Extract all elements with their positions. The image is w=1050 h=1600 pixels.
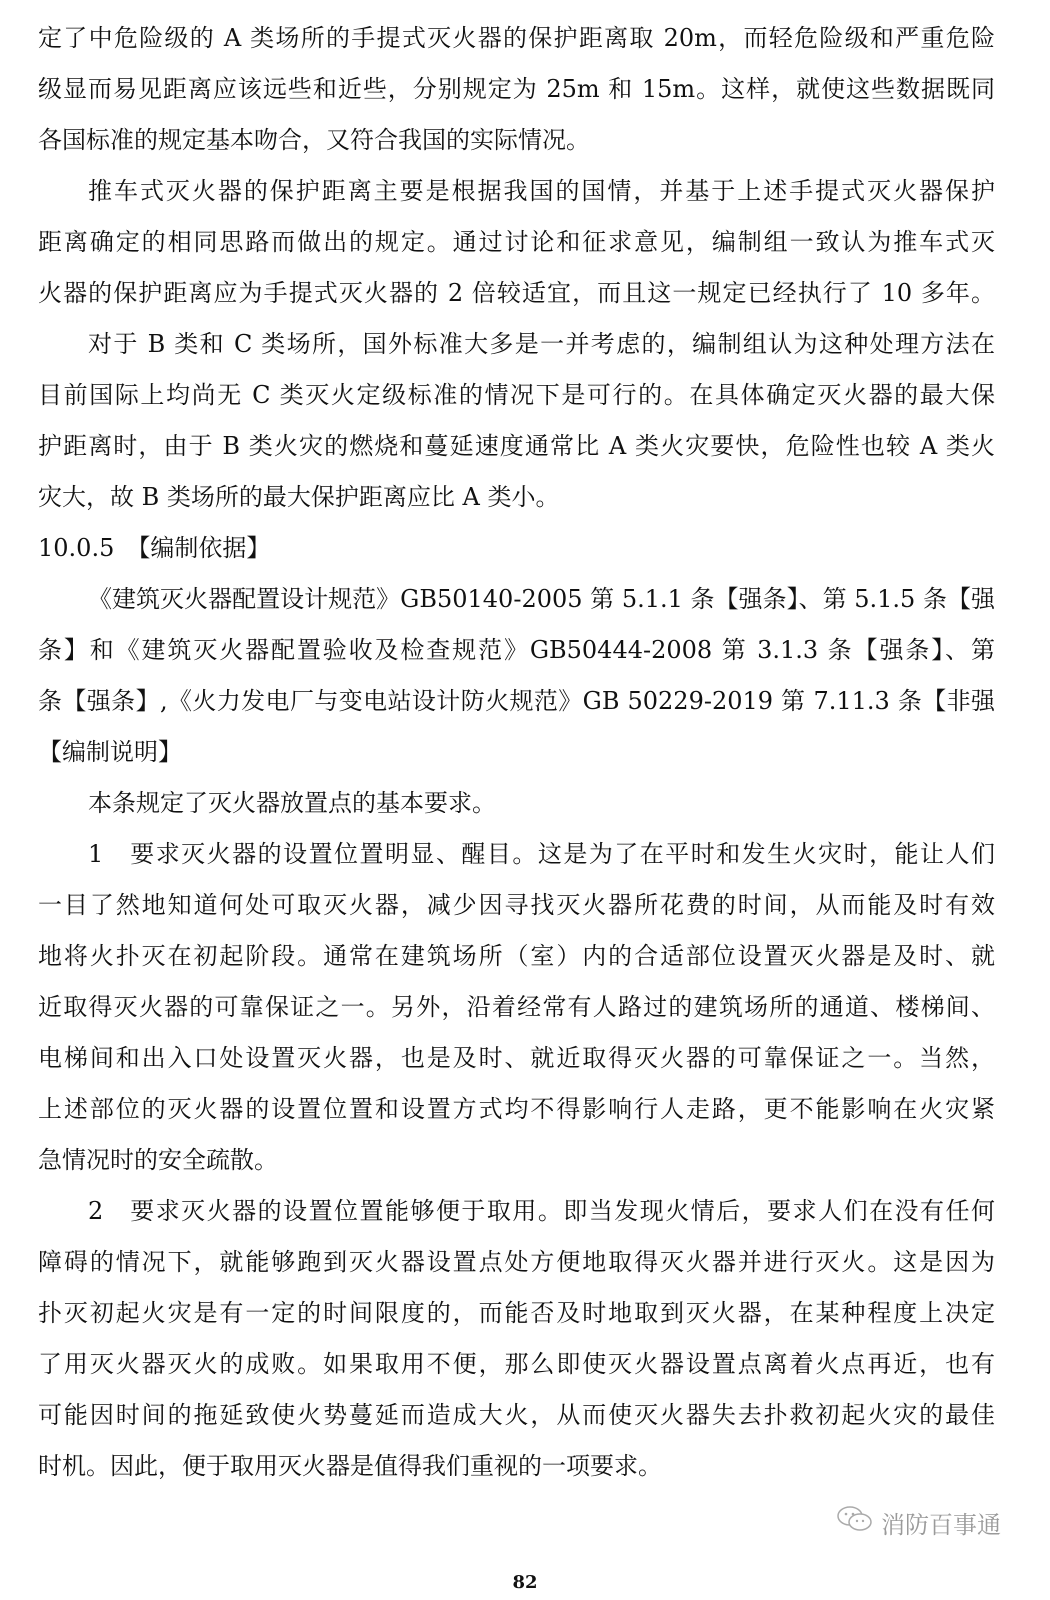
text-line: 距离确定的相同思路而做出的规定。通过讨论和征求意见，编制组一致认为推车式灭 bbox=[38, 228, 995, 256]
text-line: 扑灭初起火灾是有一定的时间限度的，而能否及时地取到灭火器，在某种程度上决定 bbox=[38, 1299, 995, 1327]
text-line: 10.0.5 【编制依据】 bbox=[38, 534, 271, 562]
text-line: 障碍的情况下，就能够跑到灭火器设置点处方便地取得灭火器并进行灭火。这是因为 bbox=[38, 1248, 995, 1276]
text-line: 护距离时，由于 B 类火灾的燃烧和蔓延速度通常比 A 类火灾要快，危险性也较 A 类火 bbox=[38, 432, 995, 460]
text-line: 地将火扑灭在初起阶段。通常在建筑场所（室）内的合适部位设置灭火器是及时、就 bbox=[38, 942, 995, 970]
text-line: 级显而易见距离应该远些和近些，分别规定为 25m 和 15m。这样，就使这些数据既同 bbox=[38, 75, 995, 103]
text-line: 【编制说明】 bbox=[38, 738, 182, 766]
text-line: 定了中危险级的 A 类场所的手提式灭火器的保护距离取 20m，而轻危险级和严重危险 bbox=[38, 24, 995, 52]
text-line: 电梯间和出入口处设置灭火器，也是及时、就近取得灭火器的可靠保证之一。当然， bbox=[38, 1044, 995, 1072]
text-line: 时机。因此，便于取用灭火器是值得我们重视的一项要求。 bbox=[38, 1452, 662, 1480]
text-line: 了用灭火器灭火的成败。如果取用不便，那么即使灭火器设置点离着火点再近，也有 bbox=[38, 1350, 995, 1378]
text-line: 《建筑灭火器配置设计规范》GB50140-2005 第 5.1.1 条【强条】、第 5.1.5 条【强 bbox=[88, 585, 995, 613]
wechat-icon bbox=[835, 1504, 875, 1540]
page-number: 82 bbox=[512, 1572, 538, 1593]
text-line: 条】和《建筑灭火器配置验收及检查规范》GB50444-2008 第 3.1.3 条【强条】、第 bbox=[38, 636, 995, 664]
text-line: 目前国际上均尚无 C 类灭火定级标准的情况下是可行的。在具体确定灭火器的最大保 bbox=[38, 381, 995, 409]
watermark bbox=[835, 1504, 1001, 1540]
text-line: 灾大，故 B 类场所的最大保护距离应比 A 类小。 bbox=[38, 483, 560, 511]
text-line: 急情况时的安全疏散。 bbox=[38, 1146, 278, 1174]
text-line: 火器的保护距离应为手提式灭火器的 2 倍较适宜，而且这一规定已经执行了 10 多年。 bbox=[38, 279, 995, 307]
text-line: 推车式灭火器的保护距离主要是根据我国的国情，并基于上述手提式灭火器保护 bbox=[88, 177, 995, 205]
text-line: 对于 B 类和 C 类场所，国外标准大多是一并考虑的，编制组认为这种处理方法在 bbox=[88, 330, 995, 358]
text-line: 1 要求灭火器的设置位置明显、醒目。这是为了在平时和发生火灾时，能让人们 bbox=[88, 840, 995, 868]
text-line: 各国标准的规定基本吻合，又符合我国的实际情况。 bbox=[38, 126, 590, 154]
text-line: 本条规定了灭火器放置点的基本要求。 bbox=[88, 789, 496, 817]
text-line: 可能因时间的拖延致使火势蔓延而造成大火，从而使灭火器失去扑救初起火灾的最佳 bbox=[38, 1401, 995, 1429]
text-line: 近取得灭火器的可靠保证之一。另外，沿着经常有人路过的建筑场所的通道、楼梯间、 bbox=[38, 993, 995, 1021]
text-line: 上述部位的灭火器的设置位置和设置方式均不得影响行人走路，更不能影响在火灾紧 bbox=[38, 1095, 995, 1123]
text-line: 一目了然地知道何处可取灭火器，减少因寻找灭火器所花费的时间，从而能及时有效 bbox=[38, 891, 995, 919]
watermark-text: 消防百事通 bbox=[881, 1510, 1001, 1539]
text-line: 条【强条】,《火力发电厂与变电站设计防火规范》GB 50229-2019 第 7.11.3 条【非强 bbox=[38, 687, 995, 715]
text-line: 2 要求灭火器的设置位置能够便于取用。即当发现火情后，要求人们在没有任何 bbox=[88, 1197, 995, 1225]
document-body bbox=[38, 13, 995, 1492]
